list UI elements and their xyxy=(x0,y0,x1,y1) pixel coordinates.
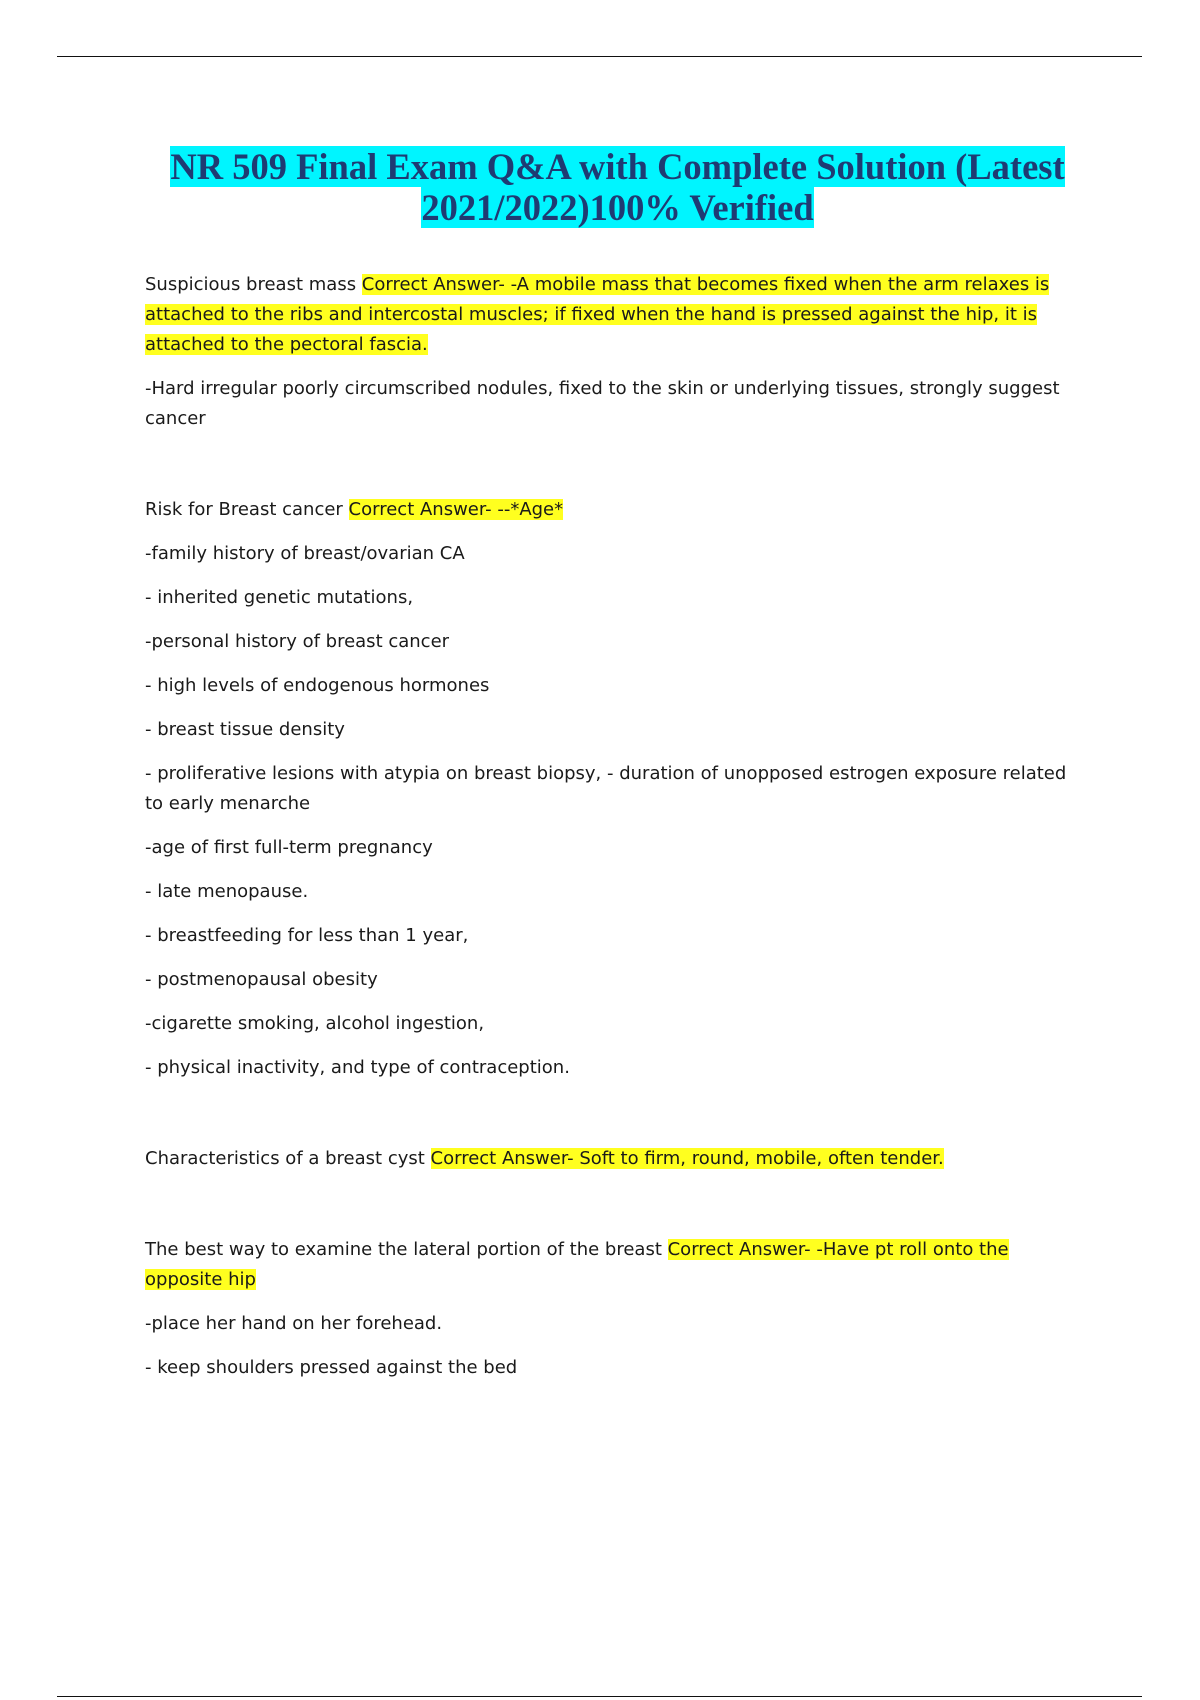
question-text: Risk for Breast cancer xyxy=(145,499,349,520)
qa-item-suspicious-breast-mass xyxy=(145,270,1075,360)
section-spacer xyxy=(145,448,1075,495)
title-line-1: NR 509 Final Exam Q&A with Complete Solution (Latest xyxy=(170,146,1065,187)
footer-rule xyxy=(57,1696,1142,1697)
question-text: Characteristics of a breast cyst xyxy=(145,1148,431,1169)
detail-line: -age of first full-term pregnancy xyxy=(145,837,433,858)
qa-item-breast-cyst xyxy=(145,1144,1075,1174)
detail-line: -Hard irregular poorly circumscribed nodules, fixed to the skin or underlying tissues, strongly suggest cancer xyxy=(145,378,1060,429)
detail-line: - keep shoulders pressed against the bed xyxy=(145,1357,518,1378)
detail-line: - proliferative lesions with atypia on breast biopsy, - duration of unopposed estrogen exposure related to early menarche xyxy=(145,763,1067,814)
answer-text: Correct Answer- Soft to firm, round, mobile, often tender. xyxy=(430,1148,944,1169)
question-text: The best way to examine the lateral portion of the breast xyxy=(145,1239,668,1260)
detail-line: -cigarette smoking, alcohol ingestion, xyxy=(145,1013,485,1034)
answer-text: Correct Answer- -A mobile mass that becomes fixed when the arm relaxes is attached to the ribs and intercostal muscles; if fixed when the hand is pressed against the hip, it is attached to the pectoral fascia. xyxy=(145,274,1050,355)
detail-line: - inherited genetic mutations, xyxy=(145,587,414,608)
section-spacer xyxy=(145,1097,1075,1144)
detail-line: -place her hand on her forehead. xyxy=(145,1313,443,1334)
detail-line: - breast tissue density xyxy=(145,719,345,740)
qa-item-breast-cancer-risk xyxy=(145,495,1075,525)
detail-line: - physical inactivity, and type of contraception. xyxy=(145,1057,570,1078)
document-body xyxy=(145,270,1075,1397)
question-text: Suspicious breast mass xyxy=(145,274,362,295)
header-rule xyxy=(57,56,1142,57)
detail-line: - postmenopausal obesity xyxy=(145,969,378,990)
section-spacer xyxy=(145,1188,1075,1235)
detail-line: -personal history of breast cancer xyxy=(145,631,450,652)
answer-text: Correct Answer- --*Age* xyxy=(348,499,564,520)
title-line-2: 2021/2022)100% Verified xyxy=(421,187,814,228)
qa-item-lateral-breast-exam xyxy=(145,1235,1075,1295)
detail-line: - high levels of endogenous hormones xyxy=(145,675,490,696)
detail-line: - breastfeeding for less than 1 year, xyxy=(145,925,469,946)
page-title xyxy=(60,146,1175,228)
answer-text: Correct Answer- -Have pt roll onto the opposite hip xyxy=(145,1239,1009,1290)
detail-line: - late menopause. xyxy=(145,881,309,902)
detail-line: -family history of breast/ovarian CA xyxy=(145,543,465,564)
